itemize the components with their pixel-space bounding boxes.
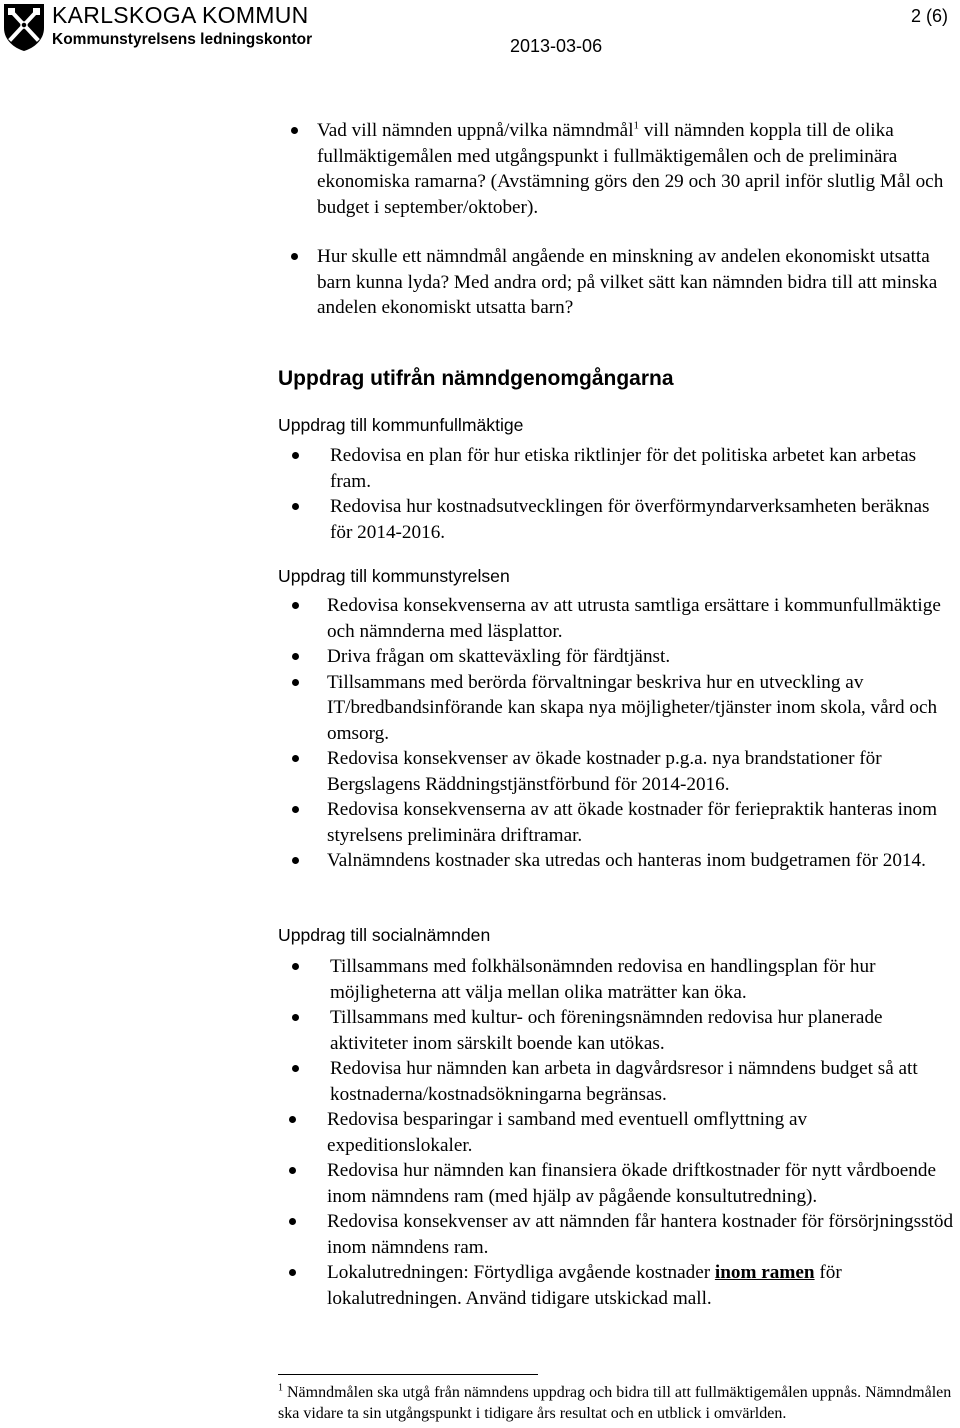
coat-of-arms-icon [2, 2, 46, 52]
list-item-text: för lokalutredningen. Använd tidigare utskickad mall. [327, 1262, 842, 1309]
footnote-text: Nämndmålen ska utgå från nämndens uppdrag och bidra till att fullmäktigemålen uppnås. Nämndmålen ska vidare ta sin utgångspunkt i tidigare års resultat och en utblick i omvärlden. [278, 1384, 952, 1422]
assignment-list-ks [327, 593, 957, 874]
list-item [327, 1260, 955, 1311]
subsection-heading-kf: Uppdrag till kommunfullmäktige [278, 415, 524, 435]
assignment-list-kf [330, 443, 950, 545]
footnote-number: 1 [278, 1382, 283, 1394]
intro-question-list [317, 118, 957, 321]
subsection-heading-ks: Uppdrag till kommunstyrelsen [278, 566, 510, 586]
list-item: Valnämndens kostnader ska utredas och hanteras inom budgetramen för 2014. [327, 848, 957, 874]
list-item: Tillsammans med kultur- och föreningsnämnden redovisa hur planerade aktiviteter inom särskilt boende kan utökas. [330, 1005, 955, 1056]
list-item [317, 118, 957, 220]
list-item: Redovisa konsekvenserna av att utrusta samtliga ersättare i kommunfullmäktige och nämnderna med läsplattor. [327, 593, 957, 644]
list-item: Tillsammans med berörda förvaltningar beskriva hur en utveckling av IT/bredbandsinförande kan skapa nya möjligheter/tjänster inom skola, vård och omsorg. [327, 670, 957, 747]
document-date: 2013-03-06 [510, 36, 603, 56]
list-item: Redovisa hur nämnden kan finansiera ökade driftkostnader för nytt vårdboende inom nämndens ram (med hjälp av pågående konsultutredning). [327, 1158, 955, 1209]
footnote-separator [278, 1374, 538, 1375]
department-name: Kommunstyrelsens ledningskontor [52, 31, 313, 48]
list-item: Redovisa en plan för hur etiska riktlinjer för det politiska arbetet kan arbetas fram. [330, 443, 950, 494]
list-item: Redovisa hur nämnden kan arbeta in dagvårdsresor i nämndens budget så att kostnaderna/kostnadsökningarna begränsas. [330, 1056, 955, 1107]
list-item: Redovisa besparingar i samband med eventuell omflyttning av expeditionslokaler. [327, 1107, 955, 1158]
list-item-text: Vad vill nämnden uppnå/vilka nämndmål [317, 120, 634, 141]
page-number: 2 (6) [910, 6, 948, 26]
list-item: Tillsammans med folkhälsonämnden redovisa en handlingsplan för hur möjligheterna att välja mellan olika maträtter kan öka. [330, 954, 955, 1005]
list-item: Redovisa konsekvenser av att nämnden får hantera kostnader för försörjningsstöd inom nämndens ram. [327, 1209, 955, 1260]
list-item-text: vill nämnden koppla till de olika fullmäktigemålen med utgångspunkt i fullmäktigemålen och de preliminära ekonomiska ramarna? (Avstämning görs den 29 och 30 april inför slutlig Mål och budget i september/oktober). [317, 120, 944, 218]
list-item: Redovisa hur kostnadsutvecklingen för överförmyndarverksamheten beräknas för 2014-2016. [330, 494, 950, 545]
list-item-text: Lokalutredningen: Förtydliga avgående kostnader [327, 1262, 715, 1283]
section-heading: Uppdrag utifrån nämndgenomgångarna [278, 367, 674, 390]
list-item: Redovisa konsekvenser av ökade kostnader p.g.a. nya brandstationer för Bergslagens Räddningstjänstförbund för 2014-2016. [327, 746, 957, 797]
list-item: Hur skulle ett nämndmål angående en minskning av andelen ekonomiskt utsatta barn kunna lyda? Med andra ord; på vilket sätt kan nämnden bidra till att minska andelen ekonomiskt utsatta barn? [317, 244, 957, 321]
subsection-heading-sn: Uppdrag till socialnämnden [278, 925, 491, 945]
emphasized-text: inom ramen [714, 1262, 815, 1283]
organization-name: KARLSKOGA KOMMUN [52, 2, 309, 28]
list-item: Redovisa konsekvenserna av att ökade kostnader för feriepraktik hanteras inom styrelsens preliminära driftramar. [327, 797, 957, 848]
assignment-list-sn [327, 954, 955, 1311]
footnote [278, 1383, 958, 1424]
list-item: Driva frågan om skatteväxling för färdtjänst. [327, 644, 957, 670]
footnote-reference: 1 [633, 119, 640, 132]
